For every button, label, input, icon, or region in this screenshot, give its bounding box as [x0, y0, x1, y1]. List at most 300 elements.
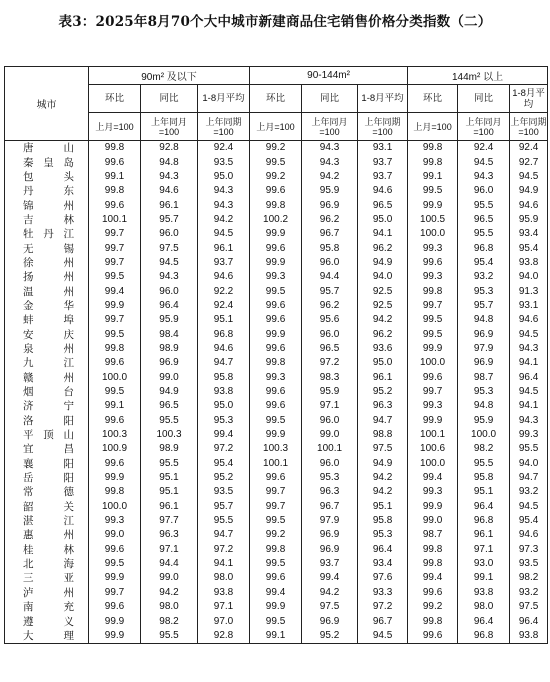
- index-value-cell: 93.7: [198, 256, 250, 270]
- table-row: [5, 256, 548, 270]
- index-value-cell: 99.9: [250, 227, 302, 241]
- index-value-cell: 96.9: [302, 198, 358, 212]
- index-value-cell: 95.8: [458, 471, 510, 485]
- index-value-cell: 100.2: [250, 213, 302, 227]
- index-value-cell: 96.9: [302, 528, 358, 542]
- index-value-cell: 98.8: [358, 428, 408, 442]
- index-value-cell: 94.3: [141, 170, 198, 184]
- index-value-cell: 96.1: [358, 371, 408, 385]
- index-value-cell: 94.1: [510, 356, 548, 370]
- index-value-cell: 99.2: [408, 600, 458, 614]
- index-value-cell: 95.8: [358, 514, 408, 528]
- index-value-cell: 99.9: [89, 629, 141, 644]
- city-cell: 赣州: [5, 371, 89, 385]
- table-row: [5, 629, 548, 644]
- index-value-cell: 94.2: [358, 313, 408, 327]
- index-value-cell: 96.4: [510, 614, 548, 628]
- index-value-cell: 97.3: [510, 543, 548, 557]
- index-value-cell: 96.4: [510, 371, 548, 385]
- index-value-cell: 96.0: [302, 457, 358, 471]
- table-row: [5, 141, 548, 156]
- index-value-cell: 94.1: [358, 227, 408, 241]
- index-value-cell: 96.3: [358, 399, 408, 413]
- index-value-cell: 97.2: [198, 442, 250, 456]
- index-value-cell: 99.1: [250, 629, 302, 644]
- index-value-cell: 93.7: [358, 170, 408, 184]
- index-value-cell: 94.2: [198, 213, 250, 227]
- index-value-cell: 99.6: [408, 629, 458, 644]
- city-cell: 泉州: [5, 342, 89, 356]
- index-value-cell: 94.2: [358, 485, 408, 499]
- index-value-cell: 99.6: [408, 256, 458, 270]
- index-value-cell: 95.7: [141, 213, 198, 227]
- index-value-cell: 99.8: [408, 141, 458, 156]
- city-cell: 三亚: [5, 571, 89, 585]
- index-value-cell: 93.6: [358, 342, 408, 356]
- sub-header-yoy: 同比: [458, 85, 510, 113]
- index-value-cell: 95.5: [141, 629, 198, 644]
- index-value-cell: 99.3: [510, 428, 548, 442]
- index-value-cell: 99.5: [408, 184, 458, 198]
- price-index-table: [4, 66, 548, 644]
- city-cell: 金华: [5, 299, 89, 313]
- index-value-cell: 99.7: [250, 485, 302, 499]
- city-cell: 宜昌: [5, 442, 89, 456]
- index-value-cell: 92.4: [198, 299, 250, 313]
- index-value-cell: 94.2: [358, 471, 408, 485]
- index-value-cell: 97.5: [302, 600, 358, 614]
- index-value-cell: 93.8: [458, 586, 510, 600]
- index-value-cell: 95.0: [198, 399, 250, 413]
- table-row: [5, 313, 548, 327]
- table-row: [5, 614, 548, 628]
- index-value-cell: 99.8: [89, 184, 141, 198]
- index-value-cell: 99.6: [250, 184, 302, 198]
- index-value-cell: 95.9: [510, 213, 548, 227]
- index-value-cell: 95.5: [141, 457, 198, 471]
- index-value-cell: 99.5: [89, 557, 141, 571]
- index-value-cell: 99.4: [89, 284, 141, 298]
- city-cell: 南充: [5, 600, 89, 614]
- index-value-cell: 97.2: [358, 600, 408, 614]
- index-value-cell: 96.4: [141, 299, 198, 313]
- index-value-cell: 94.7: [198, 528, 250, 542]
- index-value-cell: 99.4: [250, 586, 302, 600]
- index-value-cell: 99.8: [250, 356, 302, 370]
- index-value-cell: 95.7: [458, 299, 510, 313]
- index-value-cell: 99.9: [250, 327, 302, 341]
- index-value-cell: 94.6: [510, 198, 548, 212]
- table-row: [5, 600, 548, 614]
- index-value-cell: 94.5: [141, 256, 198, 270]
- index-value-cell: 94.6: [198, 342, 250, 356]
- table-row: [5, 586, 548, 600]
- index-value-cell: 94.7: [510, 471, 548, 485]
- table-row: [5, 557, 548, 571]
- index-value-cell: 99.3: [250, 371, 302, 385]
- index-value-cell: 94.5: [510, 170, 548, 184]
- index-value-cell: 99.4: [198, 428, 250, 442]
- index-value-cell: 99.8: [89, 485, 141, 499]
- index-value-cell: 94.8: [458, 399, 510, 413]
- index-value-cell: 95.4: [458, 256, 510, 270]
- index-value-cell: 99.8: [250, 198, 302, 212]
- index-value-cell: 99.9: [250, 600, 302, 614]
- index-value-cell: 93.1: [510, 299, 548, 313]
- index-value-cell: 99.3: [408, 399, 458, 413]
- index-value-cell: 99.1: [89, 170, 141, 184]
- index-value-cell: 93.7: [358, 155, 408, 169]
- index-value-cell: 95.3: [358, 528, 408, 542]
- index-value-cell: 95.0: [358, 213, 408, 227]
- city-cell: 吉林: [5, 213, 89, 227]
- index-value-cell: 100.0: [408, 457, 458, 471]
- index-value-cell: 98.7: [458, 371, 510, 385]
- base-header-mom: 上月=100: [408, 113, 458, 141]
- index-value-cell: 93.2: [510, 586, 548, 600]
- group-header-large: 144m² 以上: [408, 67, 548, 85]
- index-value-cell: 93.7: [302, 557, 358, 571]
- index-value-cell: 95.4: [510, 241, 548, 255]
- index-value-cell: 99.0: [141, 371, 198, 385]
- index-value-cell: 95.9: [141, 313, 198, 327]
- sub-header-mom: 环比: [89, 85, 141, 113]
- index-value-cell: 100.1: [302, 442, 358, 456]
- index-value-cell: 99.8: [250, 543, 302, 557]
- index-value-cell: 99.7: [408, 299, 458, 313]
- index-value-cell: 99.3: [408, 241, 458, 255]
- table-row: [5, 227, 548, 241]
- index-value-cell: 99.3: [408, 485, 458, 499]
- city-cell: 平顶山: [5, 428, 89, 442]
- index-value-cell: 99.7: [89, 586, 141, 600]
- index-value-cell: 92.5: [358, 299, 408, 313]
- index-value-cell: 98.3: [302, 371, 358, 385]
- index-value-cell: 95.2: [302, 629, 358, 644]
- index-value-cell: 96.4: [358, 543, 408, 557]
- index-value-cell: 95.1: [358, 500, 408, 514]
- index-value-cell: 99.8: [89, 141, 141, 156]
- index-value-cell: 97.5: [141, 241, 198, 255]
- base-header-yoy: 上年同月=100: [302, 113, 358, 141]
- index-value-cell: 99.7: [89, 256, 141, 270]
- index-value-cell: 95.0: [198, 170, 250, 184]
- index-value-cell: 96.0: [141, 227, 198, 241]
- index-value-cell: 91.3: [510, 284, 548, 298]
- index-value-cell: 94.0: [358, 270, 408, 284]
- index-value-cell: 94.3: [302, 155, 358, 169]
- index-value-cell: 98.4: [141, 327, 198, 341]
- city-cell: 牡丹江: [5, 227, 89, 241]
- index-value-cell: 95.5: [510, 442, 548, 456]
- city-cell: 泸州: [5, 586, 89, 600]
- index-value-cell: 94.2: [302, 586, 358, 600]
- index-value-cell: 94.7: [198, 356, 250, 370]
- table-row: [5, 457, 548, 471]
- index-value-cell: 94.3: [141, 270, 198, 284]
- table-row: [5, 241, 548, 255]
- index-value-cell: 99.6: [408, 371, 458, 385]
- index-value-cell: 100.0: [408, 356, 458, 370]
- index-value-cell: 99.6: [250, 313, 302, 327]
- index-value-cell: 97.1: [141, 543, 198, 557]
- index-value-cell: 94.3: [198, 198, 250, 212]
- index-value-cell: 99.0: [89, 528, 141, 542]
- index-value-cell: 96.0: [302, 327, 358, 341]
- sub-header-avg: 1-8月平均: [510, 85, 548, 113]
- table-row: [5, 356, 548, 370]
- index-value-cell: 94.5: [458, 155, 510, 169]
- index-value-cell: 96.1: [141, 198, 198, 212]
- index-value-cell: 93.4: [510, 227, 548, 241]
- table-row: [5, 184, 548, 198]
- city-cell: 烟台: [5, 385, 89, 399]
- table-row: [5, 399, 548, 413]
- table-row: [5, 284, 548, 298]
- index-value-cell: 99.6: [89, 457, 141, 471]
- index-value-cell: 99.2: [250, 528, 302, 542]
- index-value-cell: 95.8: [302, 241, 358, 255]
- sub-header-yoy: 同比: [141, 85, 198, 113]
- index-value-cell: 96.8: [458, 514, 510, 528]
- city-cell: 包头: [5, 170, 89, 184]
- index-value-cell: 100.6: [408, 442, 458, 456]
- index-value-cell: 92.4: [198, 141, 250, 156]
- index-value-cell: 95.7: [198, 500, 250, 514]
- table-row: [5, 371, 548, 385]
- index-value-cell: 99.7: [408, 385, 458, 399]
- index-value-cell: 93.1: [358, 141, 408, 156]
- index-value-cell: 99.6: [250, 399, 302, 413]
- index-value-cell: 100.0: [89, 500, 141, 514]
- index-value-cell: 99.5: [250, 514, 302, 528]
- table-row: [5, 327, 548, 341]
- index-value-cell: 94.2: [141, 586, 198, 600]
- group-header-medium: 90-144m²: [250, 67, 408, 85]
- index-value-cell: 95.1: [141, 485, 198, 499]
- index-value-cell: 94.9: [141, 385, 198, 399]
- index-value-cell: 99.6: [250, 299, 302, 313]
- index-value-cell: 93.0: [458, 557, 510, 571]
- index-value-cell: 99.5: [250, 557, 302, 571]
- index-value-cell: 97.1: [198, 600, 250, 614]
- city-cell: 无锡: [5, 241, 89, 255]
- index-value-cell: 92.2: [198, 284, 250, 298]
- index-value-cell: 94.8: [141, 155, 198, 169]
- index-value-cell: 99.2: [250, 170, 302, 184]
- group-header-small: 90m² 及以下: [89, 67, 250, 85]
- index-value-cell: 99.5: [408, 313, 458, 327]
- index-value-cell: 99.9: [89, 299, 141, 313]
- index-value-cell: 95.5: [141, 414, 198, 428]
- index-value-cell: 97.2: [302, 356, 358, 370]
- index-value-cell: 95.8: [198, 371, 250, 385]
- table-row: [5, 414, 548, 428]
- index-value-cell: 98.0: [141, 600, 198, 614]
- index-value-cell: 93.4: [358, 557, 408, 571]
- city-column-header: 城市: [5, 67, 89, 141]
- index-value-cell: 95.1: [198, 313, 250, 327]
- index-value-cell: 97.5: [510, 600, 548, 614]
- city-cell: 北海: [5, 557, 89, 571]
- index-value-cell: 99.9: [408, 414, 458, 428]
- index-value-cell: 98.0: [198, 571, 250, 585]
- sub-header-mom: 环比: [408, 85, 458, 113]
- index-value-cell: 94.6: [141, 184, 198, 198]
- table-row: [5, 198, 548, 212]
- index-value-cell: 100.0: [408, 227, 458, 241]
- base-header-yoy: 上年同月=100: [458, 113, 510, 141]
- table-row: [5, 170, 548, 184]
- city-cell: 温州: [5, 284, 89, 298]
- index-value-cell: 93.8: [198, 586, 250, 600]
- index-value-cell: 98.0: [458, 600, 510, 614]
- index-value-cell: 99.6: [89, 155, 141, 169]
- index-value-cell: 99.9: [89, 571, 141, 585]
- index-value-cell: 94.0: [510, 270, 548, 284]
- index-value-cell: 99.9: [408, 500, 458, 514]
- city-cell: 惠州: [5, 528, 89, 542]
- index-value-cell: 99.6: [408, 586, 458, 600]
- index-value-cell: 97.9: [458, 342, 510, 356]
- index-value-cell: 92.4: [458, 141, 510, 156]
- city-cell: 桂林: [5, 543, 89, 557]
- index-value-cell: 99.6: [250, 342, 302, 356]
- city-cell: 唐山: [5, 141, 89, 156]
- city-cell: 扬州: [5, 270, 89, 284]
- table-title: 表3：2025年8月70个大中城市新建商品住宅销售价格分类指数（二）: [58, 14, 492, 30]
- index-value-cell: 99.8: [408, 614, 458, 628]
- index-value-cell: 94.9: [358, 256, 408, 270]
- index-value-cell: 94.4: [141, 557, 198, 571]
- base-header-mom: 上月=100: [250, 113, 302, 141]
- index-value-cell: 99.4: [408, 571, 458, 585]
- city-cell: 岳阳: [5, 471, 89, 485]
- index-value-cell: 99.6: [89, 414, 141, 428]
- index-value-cell: 99.5: [89, 327, 141, 341]
- index-value-cell: 99.8: [89, 342, 141, 356]
- index-value-cell: 92.4: [510, 141, 548, 156]
- index-value-cell: 93.5: [510, 557, 548, 571]
- table-row: [5, 471, 548, 485]
- index-value-cell: 99.8: [408, 543, 458, 557]
- index-value-cell: 93.2: [510, 485, 548, 499]
- index-value-cell: 99.1: [89, 399, 141, 413]
- city-cell: 大理: [5, 629, 89, 644]
- index-value-cell: 96.3: [141, 528, 198, 542]
- base-header-mom: 上月=100: [89, 113, 141, 141]
- table-row: [5, 270, 548, 284]
- index-value-cell: 95.7: [302, 284, 358, 298]
- index-value-cell: 96.5: [302, 342, 358, 356]
- base-header-yoy: 上年同月=100: [141, 113, 198, 141]
- index-value-cell: 99.6: [89, 198, 141, 212]
- index-value-cell: 95.3: [458, 284, 510, 298]
- table-body: [5, 141, 548, 644]
- index-value-cell: 97.9: [302, 514, 358, 528]
- index-value-cell: 96.2: [358, 327, 408, 341]
- index-value-cell: 96.9: [458, 327, 510, 341]
- index-value-cell: 94.6: [358, 184, 408, 198]
- index-value-cell: 96.1: [458, 528, 510, 542]
- index-value-cell: 97.7: [141, 514, 198, 528]
- index-value-cell: 96.7: [358, 614, 408, 628]
- index-value-cell: 95.1: [141, 471, 198, 485]
- index-value-cell: 98.2: [458, 442, 510, 456]
- index-value-cell: 99.9: [250, 428, 302, 442]
- index-value-cell: 99.1: [408, 170, 458, 184]
- index-value-cell: 94.9: [510, 184, 548, 198]
- index-value-cell: 99.7: [89, 313, 141, 327]
- index-value-cell: 95.2: [358, 385, 408, 399]
- index-value-cell: 99.4: [302, 571, 358, 585]
- index-value-cell: 96.5: [458, 213, 510, 227]
- index-value-cell: 93.8: [510, 629, 548, 644]
- index-value-cell: 99.5: [250, 155, 302, 169]
- index-value-cell: 99.5: [250, 614, 302, 628]
- index-value-cell: 96.4: [458, 614, 510, 628]
- table-row: [5, 299, 548, 313]
- index-value-cell: 94.1: [510, 399, 548, 413]
- index-value-cell: 94.9: [358, 457, 408, 471]
- index-value-cell: 94.3: [198, 184, 250, 198]
- index-value-cell: 100.3: [250, 442, 302, 456]
- index-value-cell: 96.2: [302, 213, 358, 227]
- index-value-cell: 92.5: [358, 284, 408, 298]
- index-value-cell: 96.0: [302, 414, 358, 428]
- index-value-cell: 99.3: [89, 514, 141, 528]
- index-value-cell: 96.9: [458, 356, 510, 370]
- index-value-cell: 95.6: [302, 313, 358, 327]
- index-value-cell: 99.2: [250, 141, 302, 156]
- index-value-cell: 96.9: [302, 614, 358, 628]
- index-value-cell: 94.3: [510, 414, 548, 428]
- table-row: [5, 442, 548, 456]
- index-value-cell: 100.3: [89, 428, 141, 442]
- sub-header-yoy: 同比: [302, 85, 358, 113]
- index-value-cell: 98.9: [141, 342, 198, 356]
- index-value-cell: 93.5: [198, 155, 250, 169]
- index-value-cell: 94.7: [358, 414, 408, 428]
- index-value-cell: 99.5: [89, 270, 141, 284]
- index-value-cell: 95.9: [302, 385, 358, 399]
- index-value-cell: 96.2: [358, 241, 408, 255]
- index-value-cell: 96.9: [302, 543, 358, 557]
- index-value-cell: 95.5: [458, 227, 510, 241]
- base-header-avg: 上年同期=100: [358, 113, 408, 141]
- index-value-cell: 94.6: [510, 313, 548, 327]
- index-value-cell: 95.3: [458, 385, 510, 399]
- index-value-cell: 99.0: [141, 571, 198, 585]
- index-value-cell: 100.0: [89, 371, 141, 385]
- index-value-cell: 99.6: [250, 471, 302, 485]
- index-value-cell: 95.5: [458, 457, 510, 471]
- index-value-cell: 96.8: [458, 629, 510, 644]
- index-value-cell: 97.2: [198, 543, 250, 557]
- index-value-cell: 96.2: [302, 299, 358, 313]
- index-value-cell: 99.6: [89, 600, 141, 614]
- table-row: [5, 155, 548, 169]
- index-value-cell: 99.1: [458, 571, 510, 585]
- index-value-cell: 98.2: [141, 614, 198, 628]
- index-value-cell: 97.6: [358, 571, 408, 585]
- sub-header-avg: 1-8月平均: [358, 85, 408, 113]
- index-value-cell: 96.0: [141, 284, 198, 298]
- index-value-cell: 97.0: [198, 614, 250, 628]
- index-value-cell: 100.5: [408, 213, 458, 227]
- index-value-cell: 98.7: [408, 528, 458, 542]
- index-value-cell: 99.6: [89, 356, 141, 370]
